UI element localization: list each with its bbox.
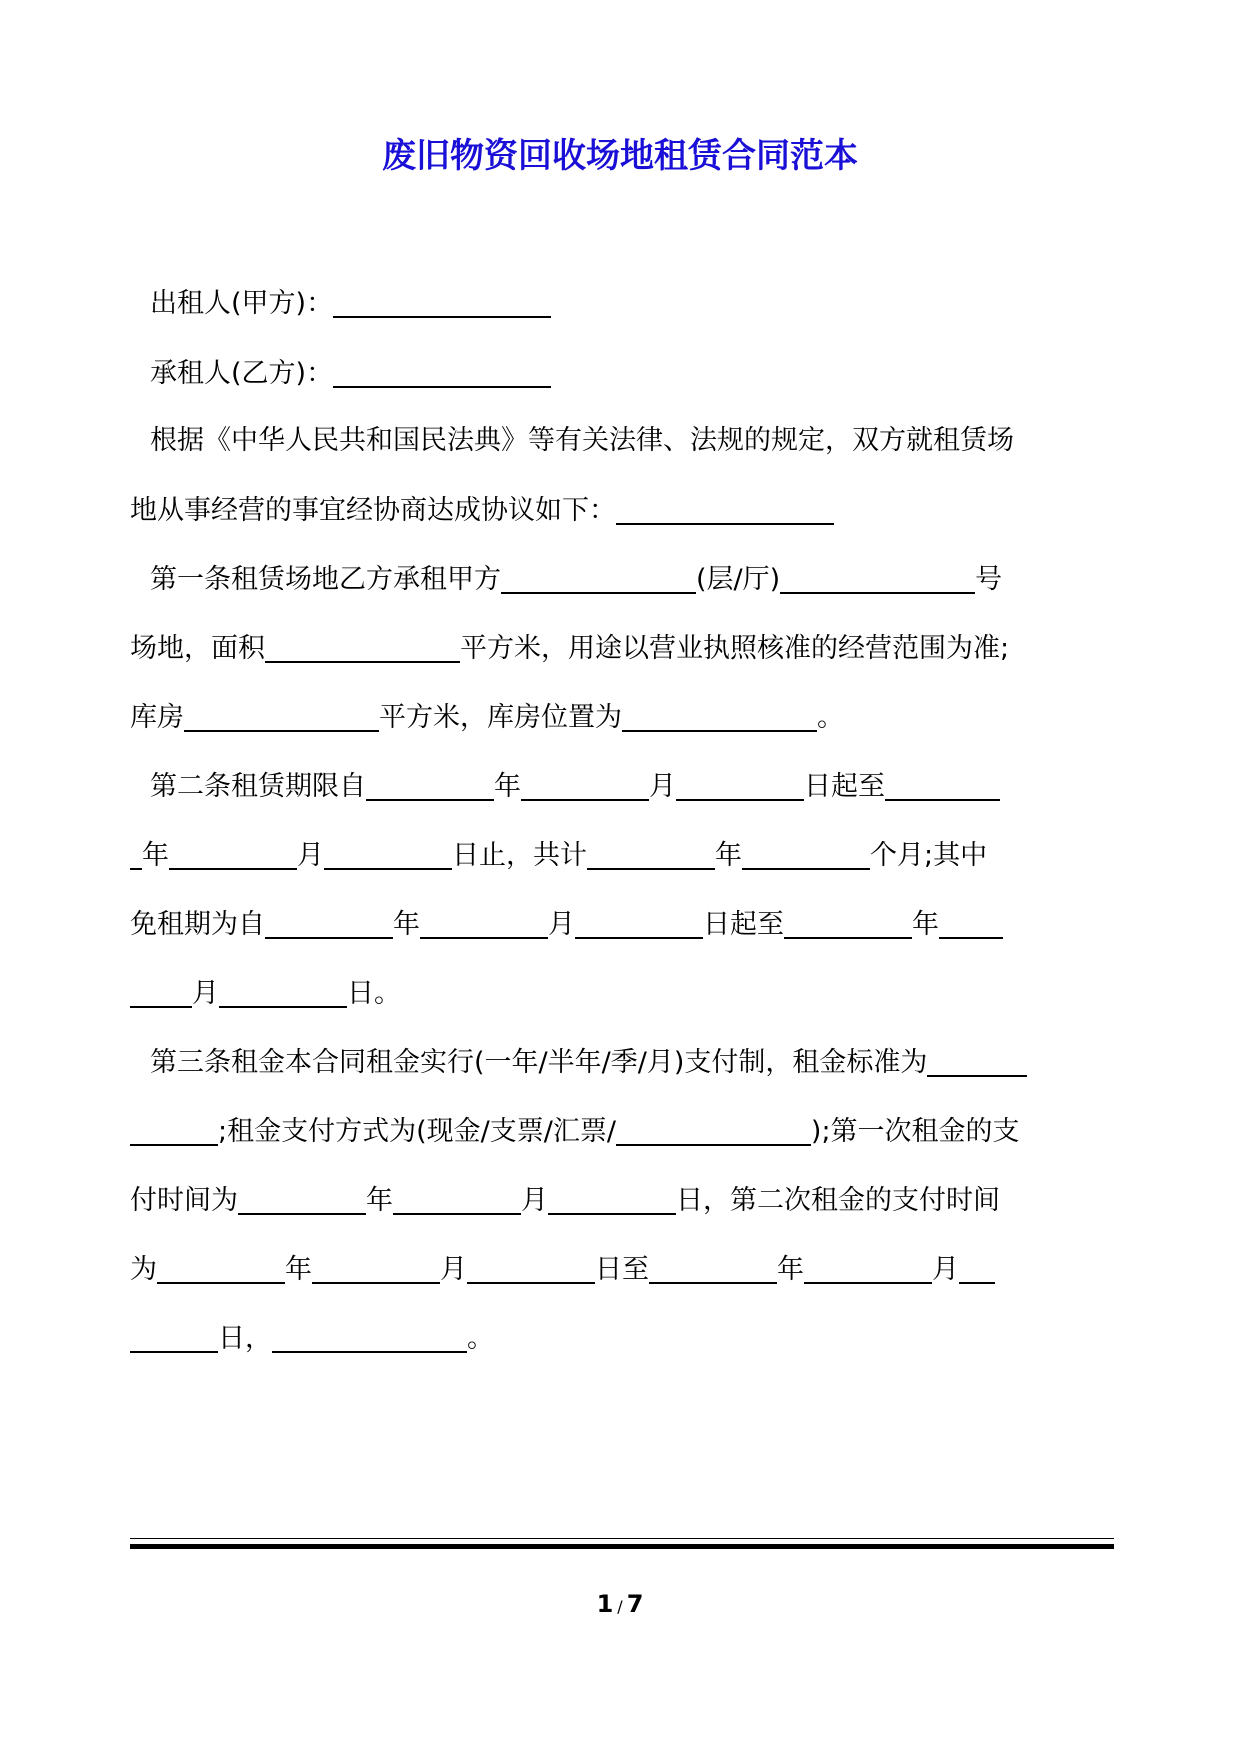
- article-1-line-3: 库房 平方米，库房位置为 。: [130, 702, 844, 733]
- lessor-label: 出租人(甲方)：: [150, 288, 334, 319]
- preamble-line-1: 根据《中华人民共和国民法典》等有关法律、法规的规定，双方就租赁场: [150, 425, 1014, 456]
- lessor-blank: [333, 286, 551, 318]
- agreement-blank: [616, 493, 834, 525]
- article-1-line-1: 第一条租赁场地乙方承租甲方 (层/厅) 号: [150, 564, 1003, 595]
- article-3-line-3: 付时间为 年 月 日，第二次租金的支付时间: [130, 1185, 1000, 1216]
- article-1-line-2: 场地，面积 平方米，用途以营业执照核准的经营范围为准;: [130, 633, 1010, 664]
- preamble-line-2: 地从事经营的事宜经协商达成协议如下：: [130, 493, 1110, 529]
- article-3-line-5: 日， 。: [130, 1321, 1110, 1357]
- current-page: 1: [596, 1590, 614, 1618]
- article-2-line-2: 年 月 日止，共计 年 个月;其中: [130, 838, 1110, 874]
- total-pages: 7: [626, 1590, 644, 1618]
- footer-divider-thick: [130, 1544, 1114, 1549]
- page-separator: /: [617, 1597, 623, 1616]
- article-2-line-4: 月 日。: [130, 976, 1110, 1012]
- article-2-line-3: 免租期为自 年 月 日起至 年: [130, 907, 1110, 943]
- article-3-line-2: ;租金支付方式为(现金/支票/汇票/ );第一次租金的支: [130, 1114, 1110, 1150]
- document-title: 废旧物资回收场地租赁合同范本: [382, 136, 858, 176]
- article-3-line-1: 第三条租金本合同租金实行(一年/半年/季/月)支付制，租金标准为: [130, 1045, 1130, 1081]
- footer-divider-thin: [130, 1538, 1114, 1539]
- lessor-line: [130, 286, 1130, 322]
- article-2-line-1: 第二条租赁期限自 年 月 日起至: [130, 769, 1130, 805]
- lessee-line: [130, 356, 1130, 392]
- lessee-blank: [333, 356, 551, 388]
- article-3-line-4: 为 年 月 日至 年 月: [130, 1252, 1110, 1288]
- lessee-label: 承租人(乙方)：: [150, 358, 334, 389]
- page-number: [0, 1590, 1240, 1618]
